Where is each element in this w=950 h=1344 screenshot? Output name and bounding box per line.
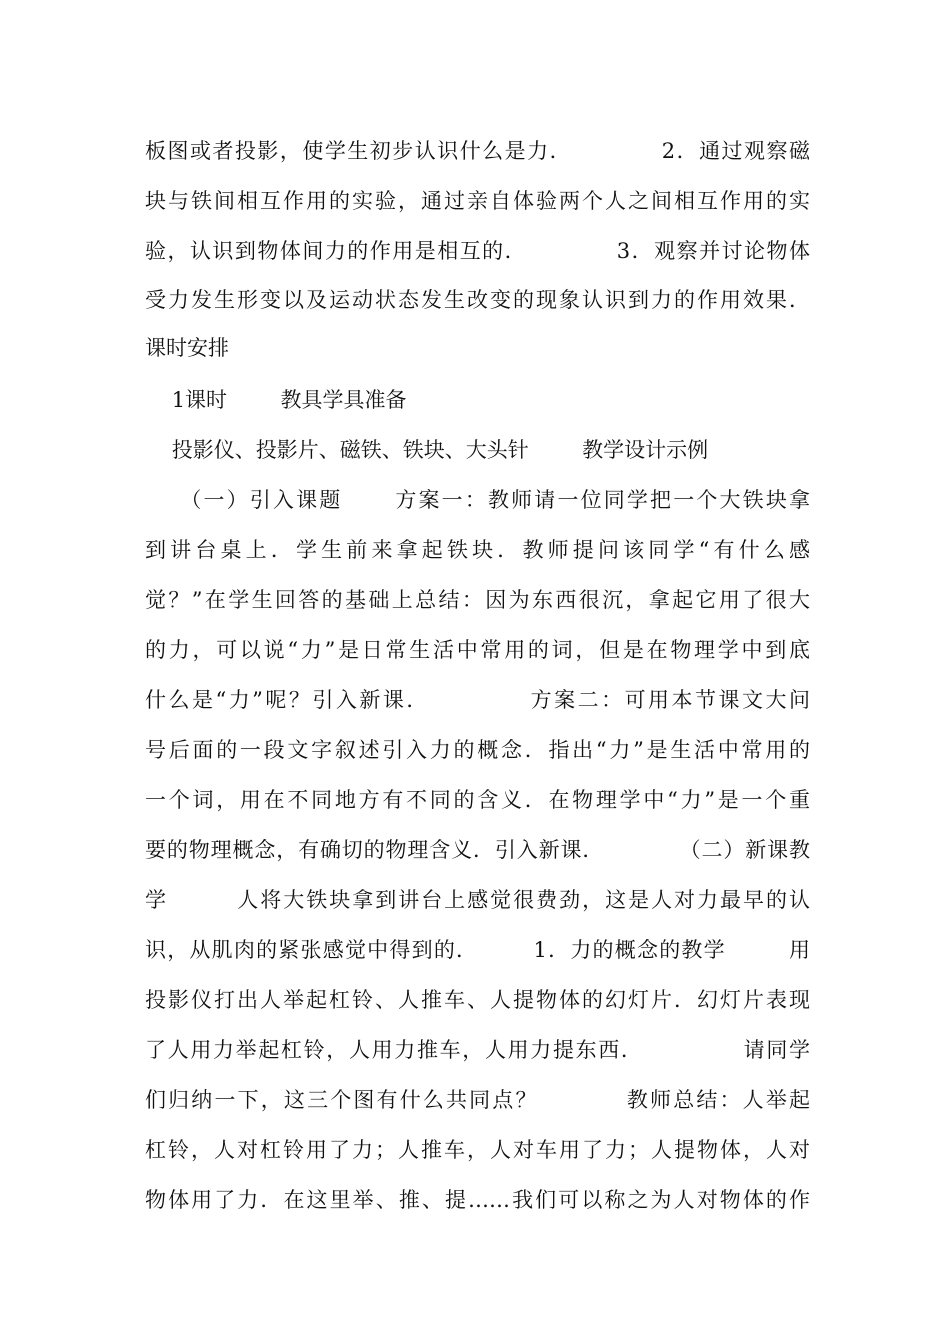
text-line-7: 投影仪、投影片、磁铁、铁块、大头针 教学设计示例: [145, 438, 709, 462]
text-line-15: 要的物理概念，有确切的物理含义．引入新课． （二）新课教: [145, 838, 810, 862]
text-line-2: 块与铁间相互作用的实验，通过亲自体验两个人之间相互作用的实: [145, 189, 810, 213]
text-line-10: 觉？”在学生回答的基础上总结：因为东西很沉，拿起它用了很大: [145, 588, 810, 612]
text-line-16: 学 人将大铁块拿到讲台上感觉很费劲，这是人对力最早的认: [145, 888, 810, 912]
text-line-5: 课时安排: [145, 336, 229, 360]
text-line-12: 什么是“力”呢？引入新课． 方案二：可用本节课文大问: [145, 688, 810, 712]
text-line-9: 到讲台桌上．学生前来拿起铁块．教师提问该同学“有什么感: [145, 538, 810, 562]
text-line-11: 的力，可以说“力”是日常生活中常用的词，但是在物理学中到底: [145, 638, 810, 662]
text-line-14: 一个词，用在不同地方有不同的含义．在物理学中“力”是一个重: [145, 788, 810, 812]
text-line-18: 投影仪打出人举起杠铃、人推车、人提物体的幻灯片．幻灯片表现: [145, 988, 810, 1012]
text-line-22: 物体用了力．在这里举、推、提……我们可以称之为人对物体的作: [145, 1188, 810, 1212]
text-line-6: 1课时 教具学具准备: [145, 388, 407, 412]
text-line-20: 们归纳一下，这三个图有什么共同点？ 教师总结：人举起: [145, 1088, 810, 1112]
text-line-13: 号后面的一段文字叙述引入力的概念．指出“力”是生活中常用的: [145, 738, 810, 762]
text-line-17: 识，从肌肉的紧张感觉中得到的． 1．力的概念的教学 用: [145, 938, 810, 962]
text-line-3: 验，认识到物体间力的作用是相互的． 3．观察并讨论物体: [145, 239, 810, 263]
text-line-4: 受力发生形变以及运动状态发生改变的现象认识到力的作用效果．: [145, 288, 810, 312]
text-line-21: 杠铃，人对杠铃用了力；人推车，人对车用了力；人提物体，人对: [145, 1138, 810, 1162]
text-line-8: （一）引入课题 方案一：教师请一位同学把一个大铁块拿: [145, 488, 810, 512]
text-line-1: 板图或者投影，使学生初步认识什么是力． 2．通过观察磁: [145, 139, 810, 163]
text-line-19: 了人用力举起杠铃，人用力推车，人用力提东西． 请同学: [145, 1038, 810, 1062]
